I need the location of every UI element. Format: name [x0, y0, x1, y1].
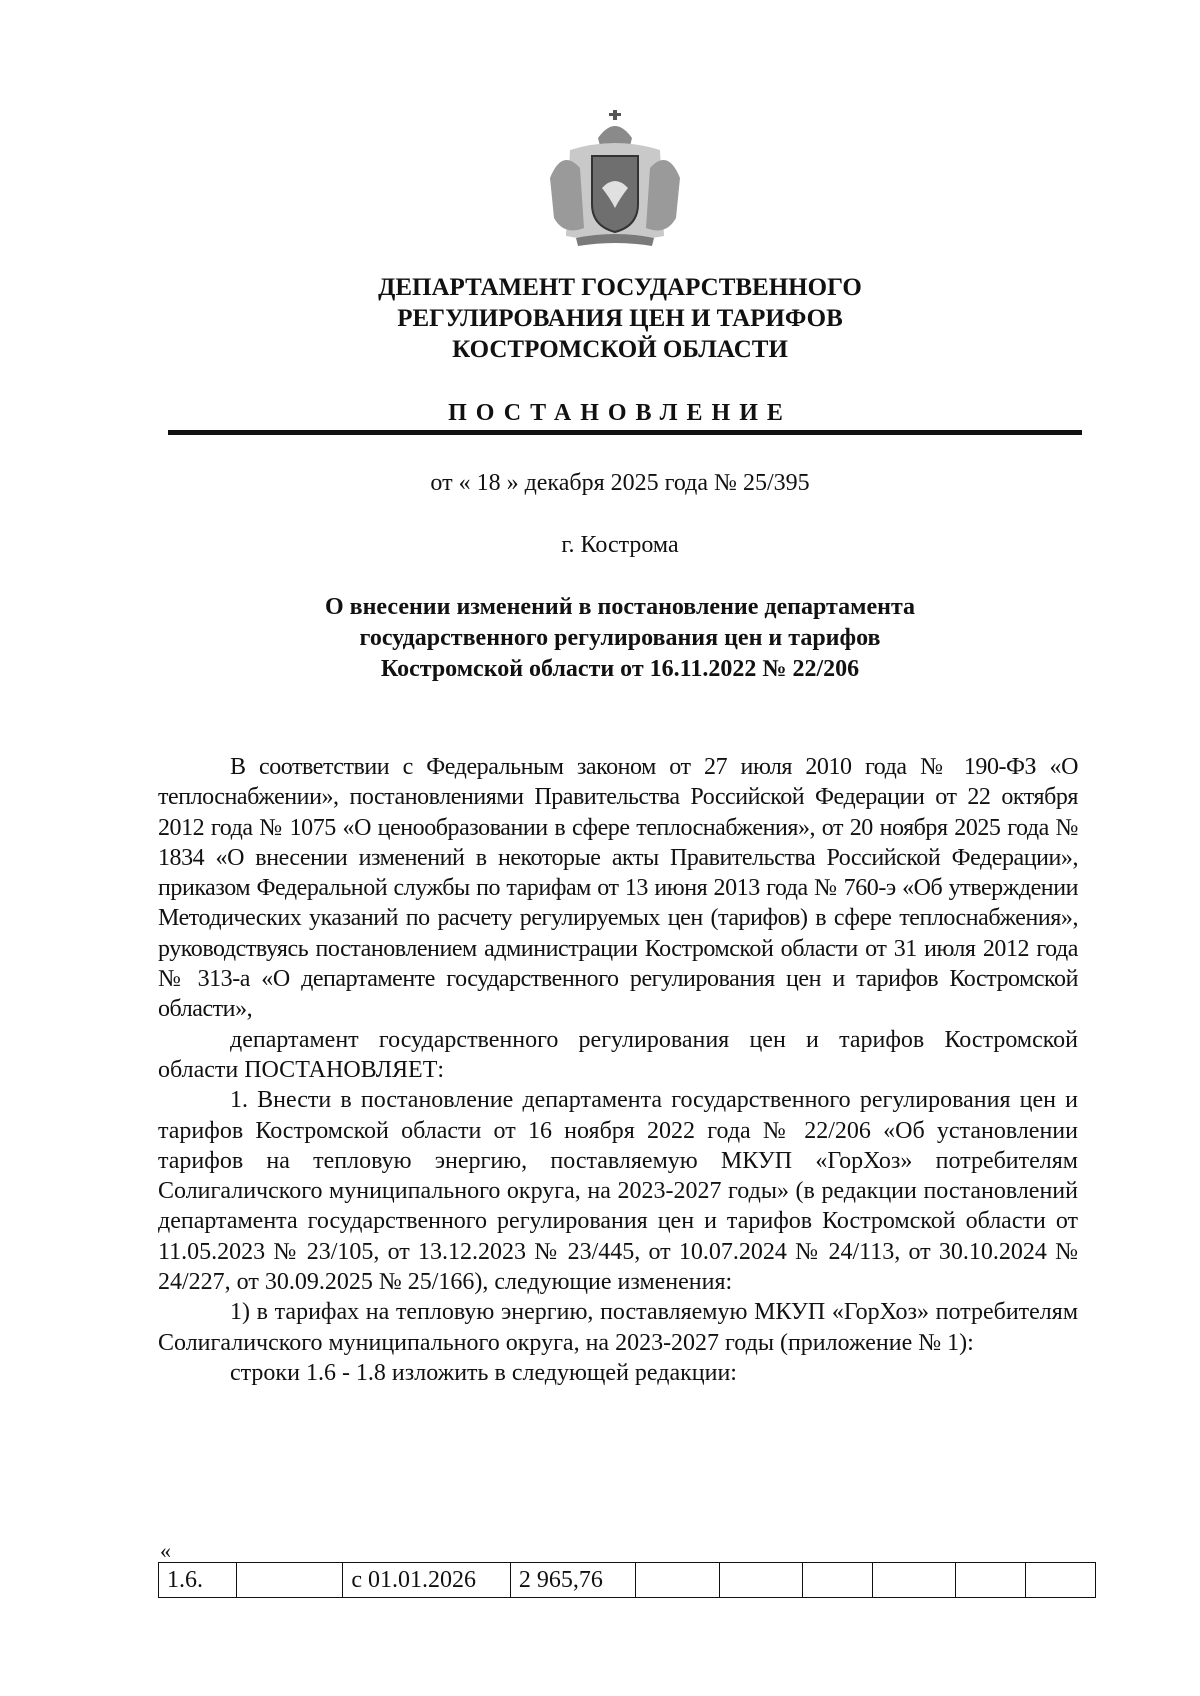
- paragraph-item-1: 1. Внести в постановление департамента государственного регулирования цен и тарифов Костромской области от 16 ноября 2022 года № 22/206 «Об установлении тарифов на тепловую энергию, поставляемую МКУП «ГорХоз» потребителям Солигаличского муниципального округа, на 2023-2027 годы» (в редакции постановлений департамента государственного регулирования цен и тарифов Костромской области от 11.05.2023 № 23/105, от 13.12.2023 № 23/445, от 10.07.2024 № 24/113, от 30.10.2024 № 24/227, от 30.09.2025 № 25/166), следующие изменения:: [158, 1087, 1078, 1296]
- period-cell: с 01.01.2026: [343, 1563, 511, 1598]
- coat-of-arms-emblem: [540, 108, 690, 248]
- empty-cell: [956, 1563, 1026, 1598]
- department-name-line-3: КОСТРОМСКОЙ ОБЛАСТИ: [452, 336, 788, 363]
- table-row: [159, 1563, 1096, 1598]
- empty-cell: [1025, 1563, 1095, 1598]
- empty-cell: [636, 1563, 719, 1598]
- document-body: [158, 752, 1078, 1388]
- row-number-cell: 1.6.: [159, 1563, 237, 1598]
- document-date-number: от « 18 » декабря 2025 года № 25/395: [430, 470, 810, 496]
- header-divider: [168, 430, 1082, 435]
- paragraph-rows-statement: строки 1.6 - 1.8 изложить в следующей редакции:: [230, 1359, 737, 1386]
- subject-line-1: О внесении изменений в постановление департамента: [324, 594, 916, 620]
- tariff-table: [158, 1562, 1096, 1598]
- empty-cell: [236, 1563, 343, 1598]
- document-subject: [200, 592, 1040, 685]
- empty-cell: [802, 1563, 872, 1598]
- empty-cell: [719, 1563, 802, 1598]
- department-name-line-1: ДЕПАРТАМЕНТ ГОСУДАРСТВЕННОГО: [378, 274, 862, 301]
- department-name-line-2: РЕГУЛИРОВАНИЯ ЦЕН И ТАРИФОВ: [397, 305, 843, 332]
- paragraph-preamble: В соответствии с Федеральным законом от 27 июля 2010 года № 190-ФЗ «О теплоснабжении», постановлениями Правительства Российской Федерации от 22 октября 2012 года № 1075 «О ценообразовании в сфере теплоснабжения», от 20 ноября 2025 года № 1834 «О внесении изменений в некоторые акты Правительства Российской Федерации», приказом Федеральной службы по тарифам от 13 июня 2013 года № 760-э «Об утверждении Методических указаний по расчету регулируемых цен (тарифов) в сфере теплоснабжения», руководствуясь постановлением администрации Костромской области от 31 июля 2012 года № 313-а «О департаменте государственного регулирования цен и тарифов Костромской области»,: [158, 754, 1078, 1023]
- document-city: г. Кострома: [561, 532, 679, 558]
- subject-line-3: Костромской области от 16.11.2022 № 22/206: [380, 656, 860, 682]
- subject-line-2: государственного регулирования цен и тарифов: [359, 625, 881, 651]
- document-type-title: ПОСТАНОВЛЕНИЕ: [448, 400, 792, 426]
- empty-cell: [872, 1563, 955, 1598]
- opening-quote: «: [160, 1538, 171, 1563]
- department-name: [200, 272, 1040, 365]
- paragraph-subitem-1: 1) в тарифах на тепловую энергию, поставляемую МКУП «ГорХоз» потребителям Солигаличского муниципального округа, на 2023-2027 годы (приложение № 1):: [158, 1299, 1078, 1356]
- paragraph-resolution: департамент государственного регулирования цен и тарифов Костромской области ПОСТАНОВЛЯЕТ:: [158, 1026, 1078, 1083]
- tariff-value-cell: 2 965,76: [510, 1563, 636, 1598]
